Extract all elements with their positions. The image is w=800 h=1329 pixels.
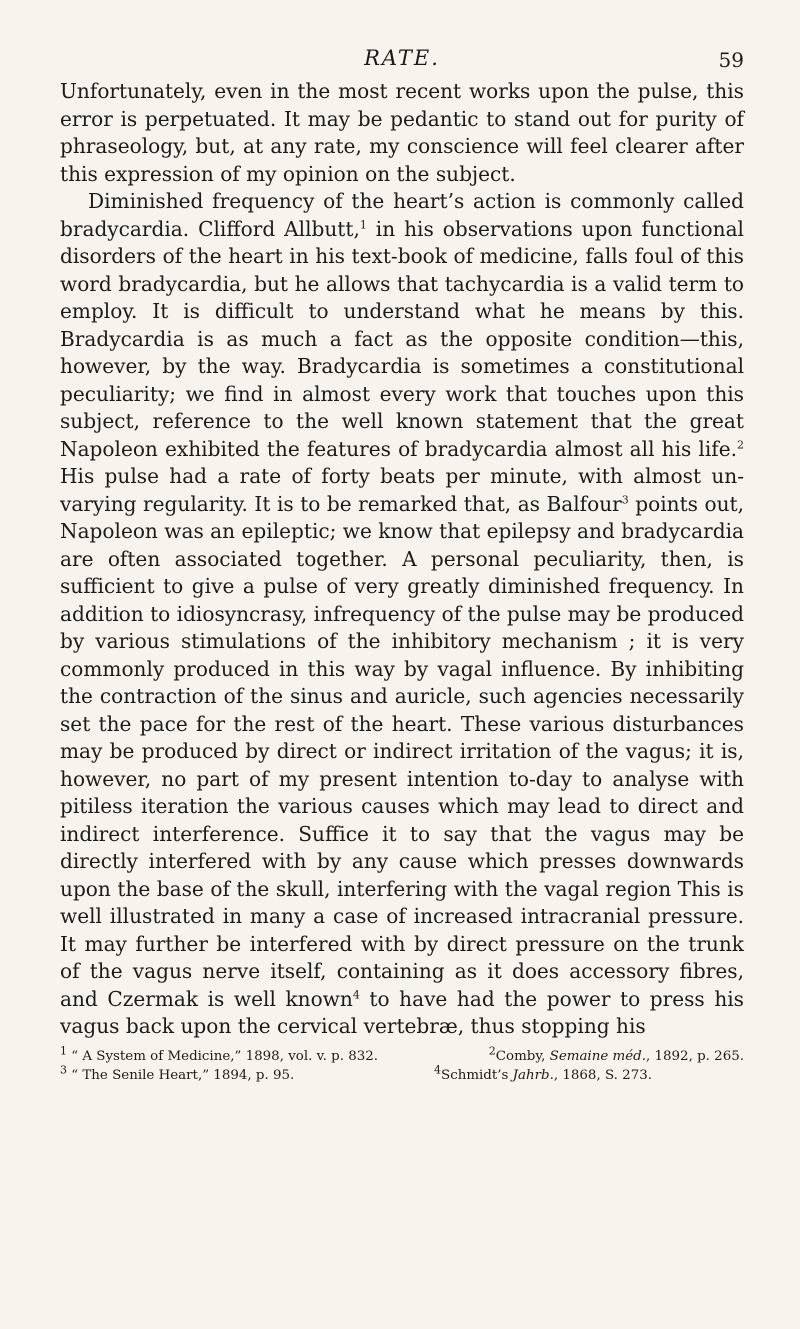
footnote-marker-1: 1 (60, 1044, 67, 1058)
body-text (60, 78, 744, 1041)
text-segment: Diminished frequency of the heart’s action is commonly called bradycardia. Clifford Allbutt, (60, 189, 744, 241)
footnote-1-text: “ A System of Medicine,” 1898, vol. v. p. 832. (71, 1048, 379, 1064)
footnote-ref-1: 1 (359, 217, 367, 231)
footnote-2-pre: Comby, (495, 1048, 550, 1064)
text-segment: His pulse had a rate of forty beats per minute, with almost unvarying regularity. It is to be remarked that, as Balfour (60, 464, 744, 516)
footnote-4-pre: Schmidt’s (441, 1067, 513, 1083)
footnote-2-post: , 1892, p. 265. (645, 1048, 744, 1064)
footnote-marker-2: 2 (488, 1044, 496, 1058)
footnote-row-2 (60, 1063, 744, 1085)
footnote-marker-4: 4 (434, 1063, 442, 1077)
footnote-2 (488, 1044, 744, 1066)
footnote-4-journal: Jahrb. (512, 1067, 554, 1083)
footnote-3 (60, 1063, 295, 1085)
paragraph-2 (60, 188, 744, 1041)
footnote-3-text: “ The Senile Heart,” 1894, p. 95. (71, 1067, 295, 1083)
footnote-ref-4: 4 (352, 987, 360, 1001)
footnote-4-post: , 1868, S. 273. (553, 1067, 652, 1083)
text-segment: to have had the power to press his vagus back upon the cervical vertebræ, thus stopping his (60, 986, 744, 1038)
page-number: 59 (718, 48, 744, 72)
footnote-row-1 (60, 1044, 744, 1066)
running-head: RATE. (364, 46, 440, 70)
text-segment: points out, Napoleon was an epileptic; we know that epilepsy and bradycardia are often associated together. A personal peculiarity, then, is sufficient to give a pulse of very greatly diminished frequency. In addition to idiosyncrasy, infrequency of the pulse may be produced by various stimulations of the inhibitory mechanism ; it is very commonly produced in this way by vagal influence. By inhibiting the contraction of the sinus and auricle, such agencies necessarily set the pace for the rest of the heart. These various disturbances may be produced by direct or indirect irritation of the vagus; it is, however, no part of my present intention to-day to analyse with pitiless iteration the various causes which may lead to direct and indirect interference. Suffice it to say that the vagus may be directly interfered with by any cause which presses downwards upon the base of the skull, interfering with the vagal region This is well illustrated in many a case of increased intracranial pressure. It may further be interfered with by direct pressure on the trunk of the vagus nerve itself, containing as it does accessory fibres, and Czermak is well known (60, 491, 744, 1011)
footnote-ref-2: 2 (737, 437, 744, 451)
footnote-4 (434, 1063, 652, 1085)
text-segment: Unfortunately, even in the most recent works upon the pulse, this error is perpetuated. It may be pedantic to stand out for purity of phraseology, but, at any rate, my conscience will feel clearer after this expression of my opinion on the subject. (60, 79, 744, 186)
footnote-1 (60, 1044, 379, 1066)
page-header (60, 46, 744, 78)
book-page (60, 46, 744, 1085)
footnote-2-journal: Semaine méd. (549, 1048, 646, 1064)
footnote-ref-3: 3 (621, 492, 629, 506)
paragraph-1 (60, 78, 744, 188)
text-segment: in his observations upon functional disorders of the heart in his text-book of medicine, falls foul of this word bradycardia, but he allows that tachycardia is a valid term to employ. It is difficult to understand what he means by this. Bradycardia is as much a fact as the opposite condition—this, however, by the way. Bradycardia is sometimes a constitutional peculiarity; we find in almost every work that touches upon this subject, reference to the well known statement that the great Napoleon exhibited the features of bradycardia almost all his life. (60, 216, 744, 461)
footnotes (60, 1044, 744, 1085)
footnote-marker-3: 3 (60, 1063, 67, 1077)
